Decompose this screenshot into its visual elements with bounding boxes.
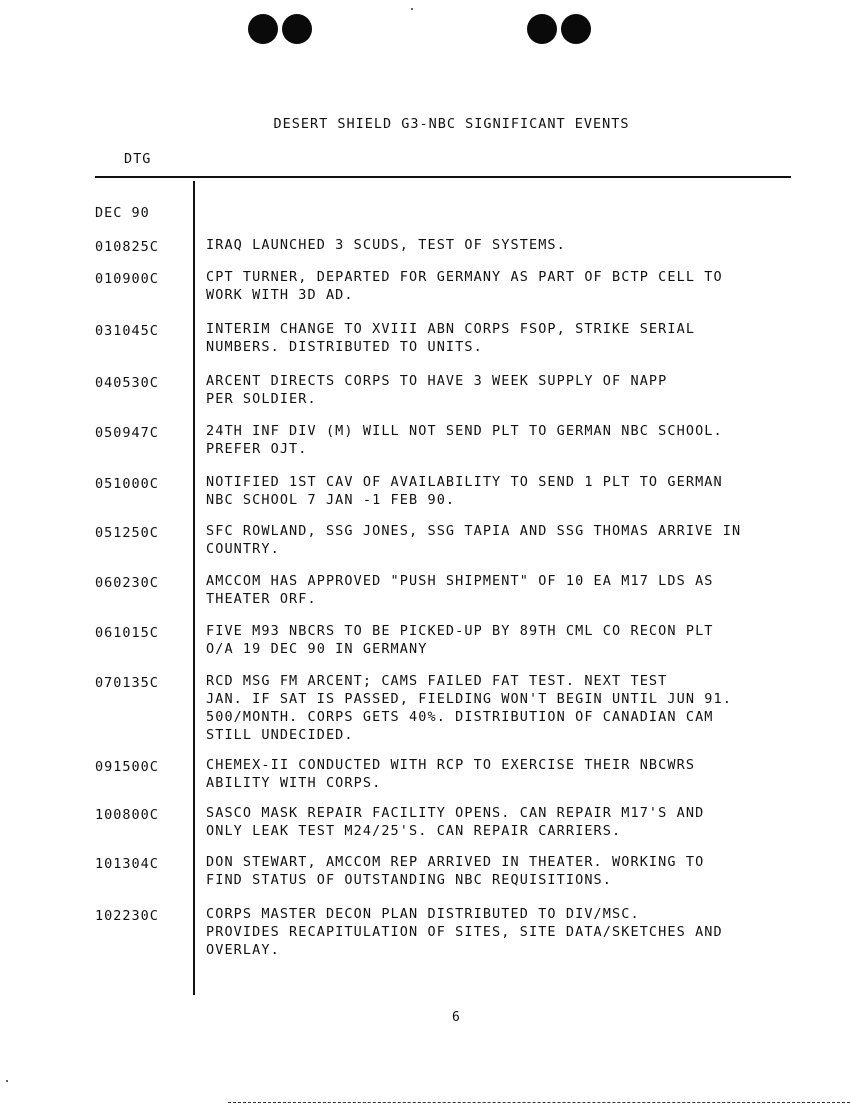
entry-text: FIVE M93 NBCRS TO BE PICKED-UP BY 89TH CML CO RECON PLT O/A 19 DEC 90 IN GERMANY [206, 623, 714, 657]
entry-dtg: 051000C [95, 476, 159, 492]
entry-text: CPT TURNER, DEPARTED FOR GERMANY AS PART OF BCTP CELL TO WORK WITH 3D AD. [206, 269, 723, 303]
entry-dtg: 010900C [95, 271, 159, 287]
entry-dtg: 010825C [95, 239, 159, 255]
entry-text: CHEMEX-II CONDUCTED WITH RCP TO EXERCISE THEIR NBCWRS ABILITY WITH CORPS. [206, 757, 696, 791]
column-divider [193, 181, 195, 995]
punch-hole-2 [282, 14, 312, 44]
entry-text: IRAQ LAUNCHED 3 SCUDS, TEST OF SYSTEMS. [206, 237, 566, 253]
entry-text: CORPS MASTER DECON PLAN DISTRIBUTED TO DIV/MSC. PROVIDES RECAPITULATION OF SITES, SITE DATA/SKETCHES AND OVERLAY. [206, 906, 723, 958]
entry-text: 24TH INF DIV (M) WILL NOT SEND PLT TO GERMAN NBC SCHOOL. PREFER OJT. [206, 423, 723, 457]
entry-dtg: 031045C [95, 323, 159, 339]
punch-hole-4 [561, 14, 591, 44]
entry-dtg: 091500C [95, 759, 159, 775]
entry-dtg: 050947C [95, 425, 159, 441]
entry-dtg: 051250C [95, 525, 159, 541]
bottom-edge-dash [228, 1102, 850, 1103]
entry-text: NOTIFIED 1ST CAV OF AVAILABILITY TO SEND 1 PLT TO GERMAN NBC SCHOOL 7 JAN -1 FEB 90. [206, 474, 723, 508]
entry-dtg: 040530C [95, 375, 159, 391]
entry-dtg: 100800C [95, 807, 159, 823]
dtg-column-header: DTG [124, 151, 152, 167]
entry-text: SFC ROWLAND, SSG JONES, SSG TAPIA AND SSG THOMAS ARRIVE IN COUNTRY. [206, 523, 742, 557]
header-rule [95, 176, 791, 178]
month-label: DEC 90 [95, 205, 150, 221]
entry-text: SASCO MASK REPAIR FACILITY OPENS. CAN REPAIR M17'S AND ONLY LEAK TEST M24/25'S. CAN REPAIR CARRIERS. [206, 805, 705, 839]
entry-text: ARCENT DIRECTS CORPS TO HAVE 3 WEEK SUPPLY OF NAPP PER SOLDIER. [206, 373, 668, 407]
scan-speck [6, 1080, 8, 1082]
page-number: 6 [452, 1010, 460, 1025]
entry-dtg: 102230C [95, 908, 159, 924]
entry-dtg: 061015C [95, 625, 159, 641]
entry-text: DON STEWART, AMCCOM REP ARRIVED IN THEATER. WORKING TO FIND STATUS OF OUTSTANDING NBC REQUISITIONS. [206, 854, 705, 888]
entry-dtg: 070135C [95, 675, 159, 691]
entry-text: RCD MSG FM ARCENT; CAMS FAILED FAT TEST. NEXT TEST JAN. IF SAT IS PASSED, FIELDING WON'T BEGIN UNTIL JUN 91. 500/MONTH. CORPS GETS 40%. DISTRIBUTION OF CANADIAN CAM STILL UNDECIDED. [206, 673, 732, 743]
scan-speck [411, 8, 413, 10]
entry-text: INTERIM CHANGE TO XVIII ABN CORPS FSOP, STRIKE SERIAL NUMBERS. DISTRIBUTED TO UNITS. [206, 321, 696, 355]
entry-dtg: 101304C [95, 856, 159, 872]
entry-dtg: 060230C [95, 575, 159, 591]
punch-hole-1 [248, 14, 278, 44]
punch-hole-3 [527, 14, 557, 44]
entry-text: AMCCOM HAS APPROVED "PUSH SHIPMENT" OF 10 EA M17 LDS AS THEATER ORF. [206, 573, 714, 607]
page-title: DESERT SHIELD G3-NBC SIGNIFICANT EVENTS [273, 116, 630, 132]
